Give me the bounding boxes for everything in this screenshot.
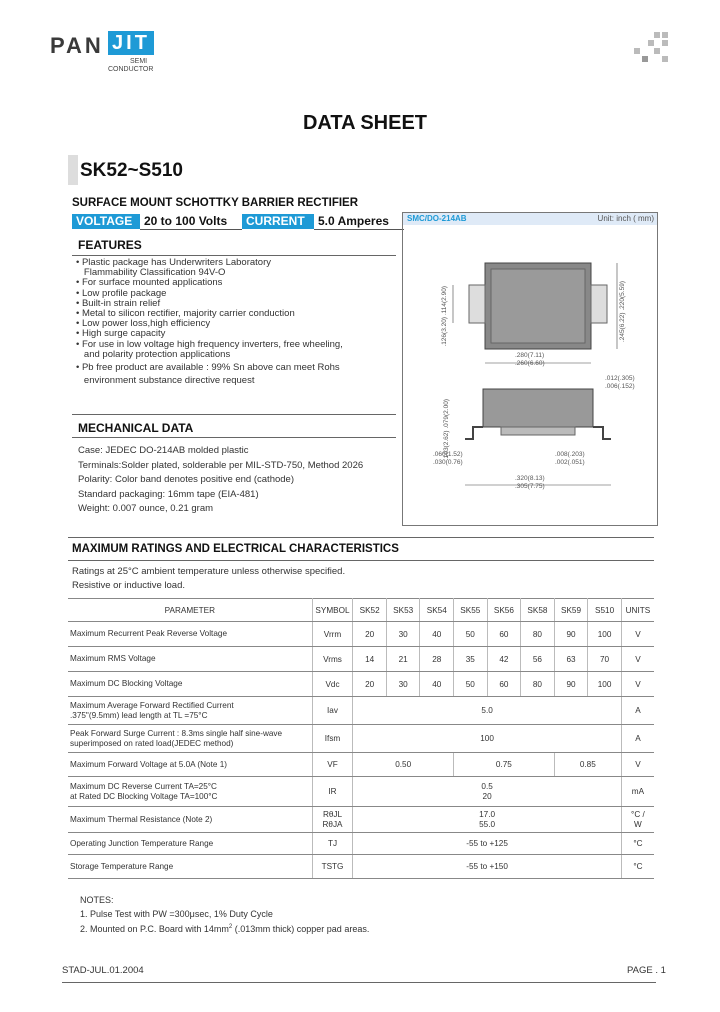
header-sk53: SK53 — [386, 599, 420, 622]
dim-label: .030(0.76) — [433, 459, 463, 466]
table-row-vdc — [68, 672, 654, 697]
dim-label: .305(7.75) — [515, 483, 545, 490]
mechanical-item: Standard packaging: 16mm tape (EIA-481) — [78, 488, 259, 500]
ratings-table — [68, 598, 654, 879]
header-units: UNITS — [621, 599, 654, 622]
voltage-value: 20 to 100 Volts — [140, 214, 242, 230]
package-drawing-panel — [402, 212, 658, 526]
param-cell: Maximum RMS Voltage — [68, 647, 312, 672]
header-sk58: SK58 — [521, 599, 555, 622]
feature-item: • For surface mounted applications — [76, 277, 223, 289]
dim-lead-width — [441, 286, 448, 347]
value-cell — [353, 777, 622, 807]
value-cell: 5.0 — [353, 697, 622, 725]
features-title: FEATURES — [78, 238, 142, 252]
param-cell — [68, 777, 312, 807]
dim-label: .008(.203) — [555, 451, 585, 458]
note-2-sup: 2 — [228, 924, 233, 930]
symbol-cell: TJ — [312, 833, 353, 855]
dim-lead-thickness — [605, 375, 635, 391]
param-cell: Maximum Thermal Resistance (Note 2) — [68, 807, 312, 833]
symbol-cell: Vrrm — [312, 622, 353, 647]
value-cell: 42 — [487, 647, 521, 672]
unit-cell: mA — [621, 777, 654, 807]
value-line: 55.0 — [479, 819, 496, 829]
part-number-marker — [68, 155, 78, 185]
mechanical-item: Terminals:Solder plated, solderable per MIL-STD-750, Method 2026 — [78, 459, 364, 471]
header-parameter: PARAMETER — [68, 599, 312, 622]
note-2-rest: (.013mm thick) copper pad areas. — [232, 924, 370, 934]
param-cell: Storage Temperature Range — [68, 855, 312, 879]
table-row-ifsm — [68, 725, 654, 753]
header-sk55: SK55 — [454, 599, 488, 622]
dim-label: .320(8.13) — [515, 475, 545, 482]
product-subtitle: SURFACE MOUNT SCHOTTKY BARRIER RECTIFIER — [72, 197, 359, 209]
value-cell: 100 — [588, 622, 622, 647]
feature-item: environment substance directive request — [76, 375, 255, 387]
param-cell — [68, 697, 312, 725]
features-divider — [72, 255, 396, 256]
value-cell: 30 — [386, 622, 420, 647]
value-cell: -55 to +125 — [353, 833, 622, 855]
value-line: 17.0 — [479, 809, 496, 819]
param-line: Maximum DC Reverse Current TA=25°C — [70, 781, 217, 791]
symbol-line: RθJA — [322, 819, 343, 829]
table-row-ir — [68, 777, 654, 807]
header-sk56: SK56 — [487, 599, 521, 622]
table-row-tstg — [68, 855, 654, 879]
value-cell: 0.50 — [353, 753, 454, 777]
unit-cell — [621, 807, 654, 833]
value-cell: 100 — [588, 672, 622, 697]
dim-label: .126(3.20) — [441, 316, 448, 347]
value-cell: 90 — [554, 672, 588, 697]
feature-item: • Low profile package — [76, 287, 167, 299]
part-number: SK52~S510 — [80, 160, 183, 181]
table-header-row — [68, 599, 654, 622]
param-cell — [68, 725, 312, 753]
value-cell: 80 — [521, 622, 555, 647]
ratings-top-divider — [68, 537, 654, 538]
dim-label: .260(6.60) — [515, 360, 545, 367]
mechanical-item: Polarity: Color band denotes positive end (cathode) — [78, 474, 294, 485]
package-top-face — [491, 269, 585, 343]
note-2-text: 2. Mounted on P.C. Board with 14mm — [80, 924, 229, 934]
symbol-cell: IR — [312, 777, 353, 807]
unit-line: °C / — [631, 809, 645, 819]
value-cell: 40 — [420, 672, 454, 697]
dim-label: .079(2.00) — [443, 399, 450, 429]
dim-label: .280(7.11) — [515, 352, 545, 359]
document-title: DATA SHEET — [302, 112, 428, 134]
dim-label: .006(.152) — [605, 383, 635, 390]
param-line: .375"(9.5mm) lead length at TL =75°C — [70, 710, 208, 720]
mechanical-divider — [72, 437, 396, 438]
symbol-cell: TSTG — [312, 855, 353, 879]
value-cell: 20 — [353, 672, 387, 697]
unit-cell: A — [621, 725, 654, 753]
dim-body-height — [619, 281, 626, 342]
value-cell: 20 — [353, 622, 387, 647]
voltage-label: VOLTAGE — [72, 214, 140, 229]
symbol-cell: Vdc — [312, 672, 353, 697]
logo-pan-text: PAN — [50, 33, 104, 58]
param-line: Peak Forward Surge Current : 8.3ms single half sine-wave — [70, 728, 283, 738]
package-unit: Unit: inch ( mm) — [597, 214, 654, 223]
dim-body-length — [515, 352, 545, 368]
package-name: SMC/DO-214AB — [407, 214, 467, 223]
value-cell: 0.85 — [554, 753, 621, 777]
current-label: CURRENT — [242, 214, 314, 229]
value-cell: 40 — [420, 622, 454, 647]
dim-standoff — [555, 451, 585, 467]
unit-cell: V — [621, 753, 654, 777]
unit-cell: V — [621, 622, 654, 647]
value-cell: 21 — [386, 647, 420, 672]
table-row-vrrm — [68, 622, 654, 647]
corner-dots-icon — [634, 32, 670, 68]
footer-divider — [62, 982, 656, 983]
value-cell: 56 — [521, 647, 555, 672]
mechanical-item: Weight: 0.007 ounce, 0.21 gram — [78, 503, 214, 514]
value-cell — [353, 807, 622, 833]
footer-page: PAGE . 1 — [627, 965, 666, 976]
header-symbol: SYMBOL — [312, 599, 353, 622]
package-left-lead — [469, 285, 485, 323]
value-cell: 30 — [386, 672, 420, 697]
value-cell: -55 to +150 — [353, 855, 622, 879]
dim-label: .002(.051) — [555, 459, 585, 466]
table-row-vrms — [68, 647, 654, 672]
feature-item: • Metal to silicon rectifier, majority carrier conduction — [76, 308, 295, 320]
feature-item: Flammability Classification 94V-O — [76, 267, 226, 279]
unit-cell: °C — [621, 855, 654, 879]
condition-line: Ratings at 25°C ambient temperature unless otherwise specified. — [72, 566, 346, 577]
param-line: superimposed on rated load(JEDEC method) — [70, 738, 234, 748]
package-side-body — [483, 389, 593, 427]
value-cell: 60 — [487, 622, 521, 647]
value-cell: 50 — [454, 672, 488, 697]
dim-lead-length — [433, 451, 463, 467]
param-cell: Maximum Forward Voltage at 5.0A (Note 1) — [68, 753, 312, 777]
value-line: 0.5 — [481, 781, 493, 791]
value-line: 20 — [482, 791, 492, 801]
logo-jit-badge: JIT — [108, 31, 154, 55]
param-line: at Rated DC Blocking Voltage TA=100°C — [70, 791, 218, 801]
symbol-cell — [312, 807, 353, 833]
symbol-cell: Ifsm — [312, 725, 353, 753]
note-1: 1. Pulse Test with PW =300μsec, 1% Duty Cycle — [80, 908, 273, 919]
value-cell: 35 — [454, 647, 488, 672]
notes-title: NOTES: — [80, 895, 114, 905]
dim-label: .245(6.22) — [619, 312, 626, 343]
header-s510: S510 — [588, 599, 622, 622]
features-list — [76, 258, 343, 386]
feature-item: • For use in low voltage high frequency inverters, free wheeling, — [76, 338, 343, 350]
mechanical-top-divider — [72, 414, 396, 415]
value-cell: 0.75 — [454, 753, 555, 777]
value-cell: 60 — [487, 672, 521, 697]
ratings-divider — [68, 560, 654, 561]
dim-label: .060(1.52) — [433, 451, 463, 458]
header-sk52: SK52 — [353, 599, 387, 622]
symbol-line: RθJL — [322, 809, 343, 819]
ratings-title: MAXIMUM RATINGS AND ELECTRICAL CHARACTERISTICS — [72, 543, 399, 555]
symbol-cell: Iav — [312, 697, 353, 725]
feature-item: • Built-in strain relief — [76, 297, 161, 309]
table-row-tj — [68, 833, 654, 855]
symbol-cell: Vrms — [312, 647, 353, 672]
dim-overall-length — [515, 475, 545, 491]
dim-label: .103(2.62) — [443, 430, 450, 461]
param-cell: Maximum Recurrent Peak Reverse Voltage — [68, 622, 312, 647]
param-cell: Maximum DC Blocking Voltage — [68, 672, 312, 697]
unit-cell: V — [621, 647, 654, 672]
symbol-cell: VF — [312, 753, 353, 777]
feature-item: and polarity protection applications — [76, 348, 231, 360]
logo-sub-semi: SEMI — [130, 58, 148, 65]
note-2 — [80, 921, 369, 937]
logo-subtext — [108, 58, 153, 74]
dim-label: .220(5.59) — [619, 281, 626, 311]
mechanical-title: MECHANICAL DATA — [78, 421, 194, 435]
footer-date: STAD-JUL.01.2004 — [62, 965, 144, 976]
logo-sub-conductor: CONDUCTOR — [108, 66, 154, 73]
package-right-lead — [591, 285, 607, 323]
dim-label: .114(2.90) — [441, 286, 448, 316]
unit-cell: °C — [621, 833, 654, 855]
mechanical-item: Case: JEDEC DO-214AB molded plastic — [78, 445, 249, 456]
feature-item: • Low power loss,high efficiency — [76, 318, 211, 330]
dim-label: .012(.305) — [605, 375, 635, 382]
value-cell: 80 — [521, 672, 555, 697]
header-sk59: SK59 — [554, 599, 588, 622]
unit-cell: V — [621, 672, 654, 697]
param-line: Maximum Average Forward Rectified Current — [70, 700, 234, 710]
table-row-rth — [68, 807, 654, 833]
condition-line: Resistive or inductive load. — [72, 580, 185, 591]
value-cell: 63 — [554, 647, 588, 672]
unit-line: W — [634, 819, 642, 829]
unit-cell: A — [621, 697, 654, 725]
value-cell: 14 — [353, 647, 387, 672]
value-cell: 28 — [420, 647, 454, 672]
header-sk54: SK54 — [420, 599, 454, 622]
current-value: 5.0 Amperes — [314, 214, 404, 230]
value-cell: 90 — [554, 622, 588, 647]
ratings-conditions — [72, 565, 345, 593]
mechanical-list — [78, 444, 363, 517]
value-cell: 70 — [588, 647, 622, 672]
notes-block — [80, 894, 369, 937]
param-cell: Operating Junction Temperature Range — [68, 833, 312, 855]
feature-item: • High surge capacity — [76, 328, 166, 340]
table-row-vf — [68, 753, 654, 777]
feature-item: • Pb free product are available : 99% Sn above can meet Rohs — [76, 362, 340, 374]
feature-item: • Plastic package has Underwriters Laboratory — [76, 257, 272, 268]
value-cell: 100 — [353, 725, 622, 753]
table-row-iav — [68, 697, 654, 725]
value-cell: 50 — [454, 622, 488, 647]
